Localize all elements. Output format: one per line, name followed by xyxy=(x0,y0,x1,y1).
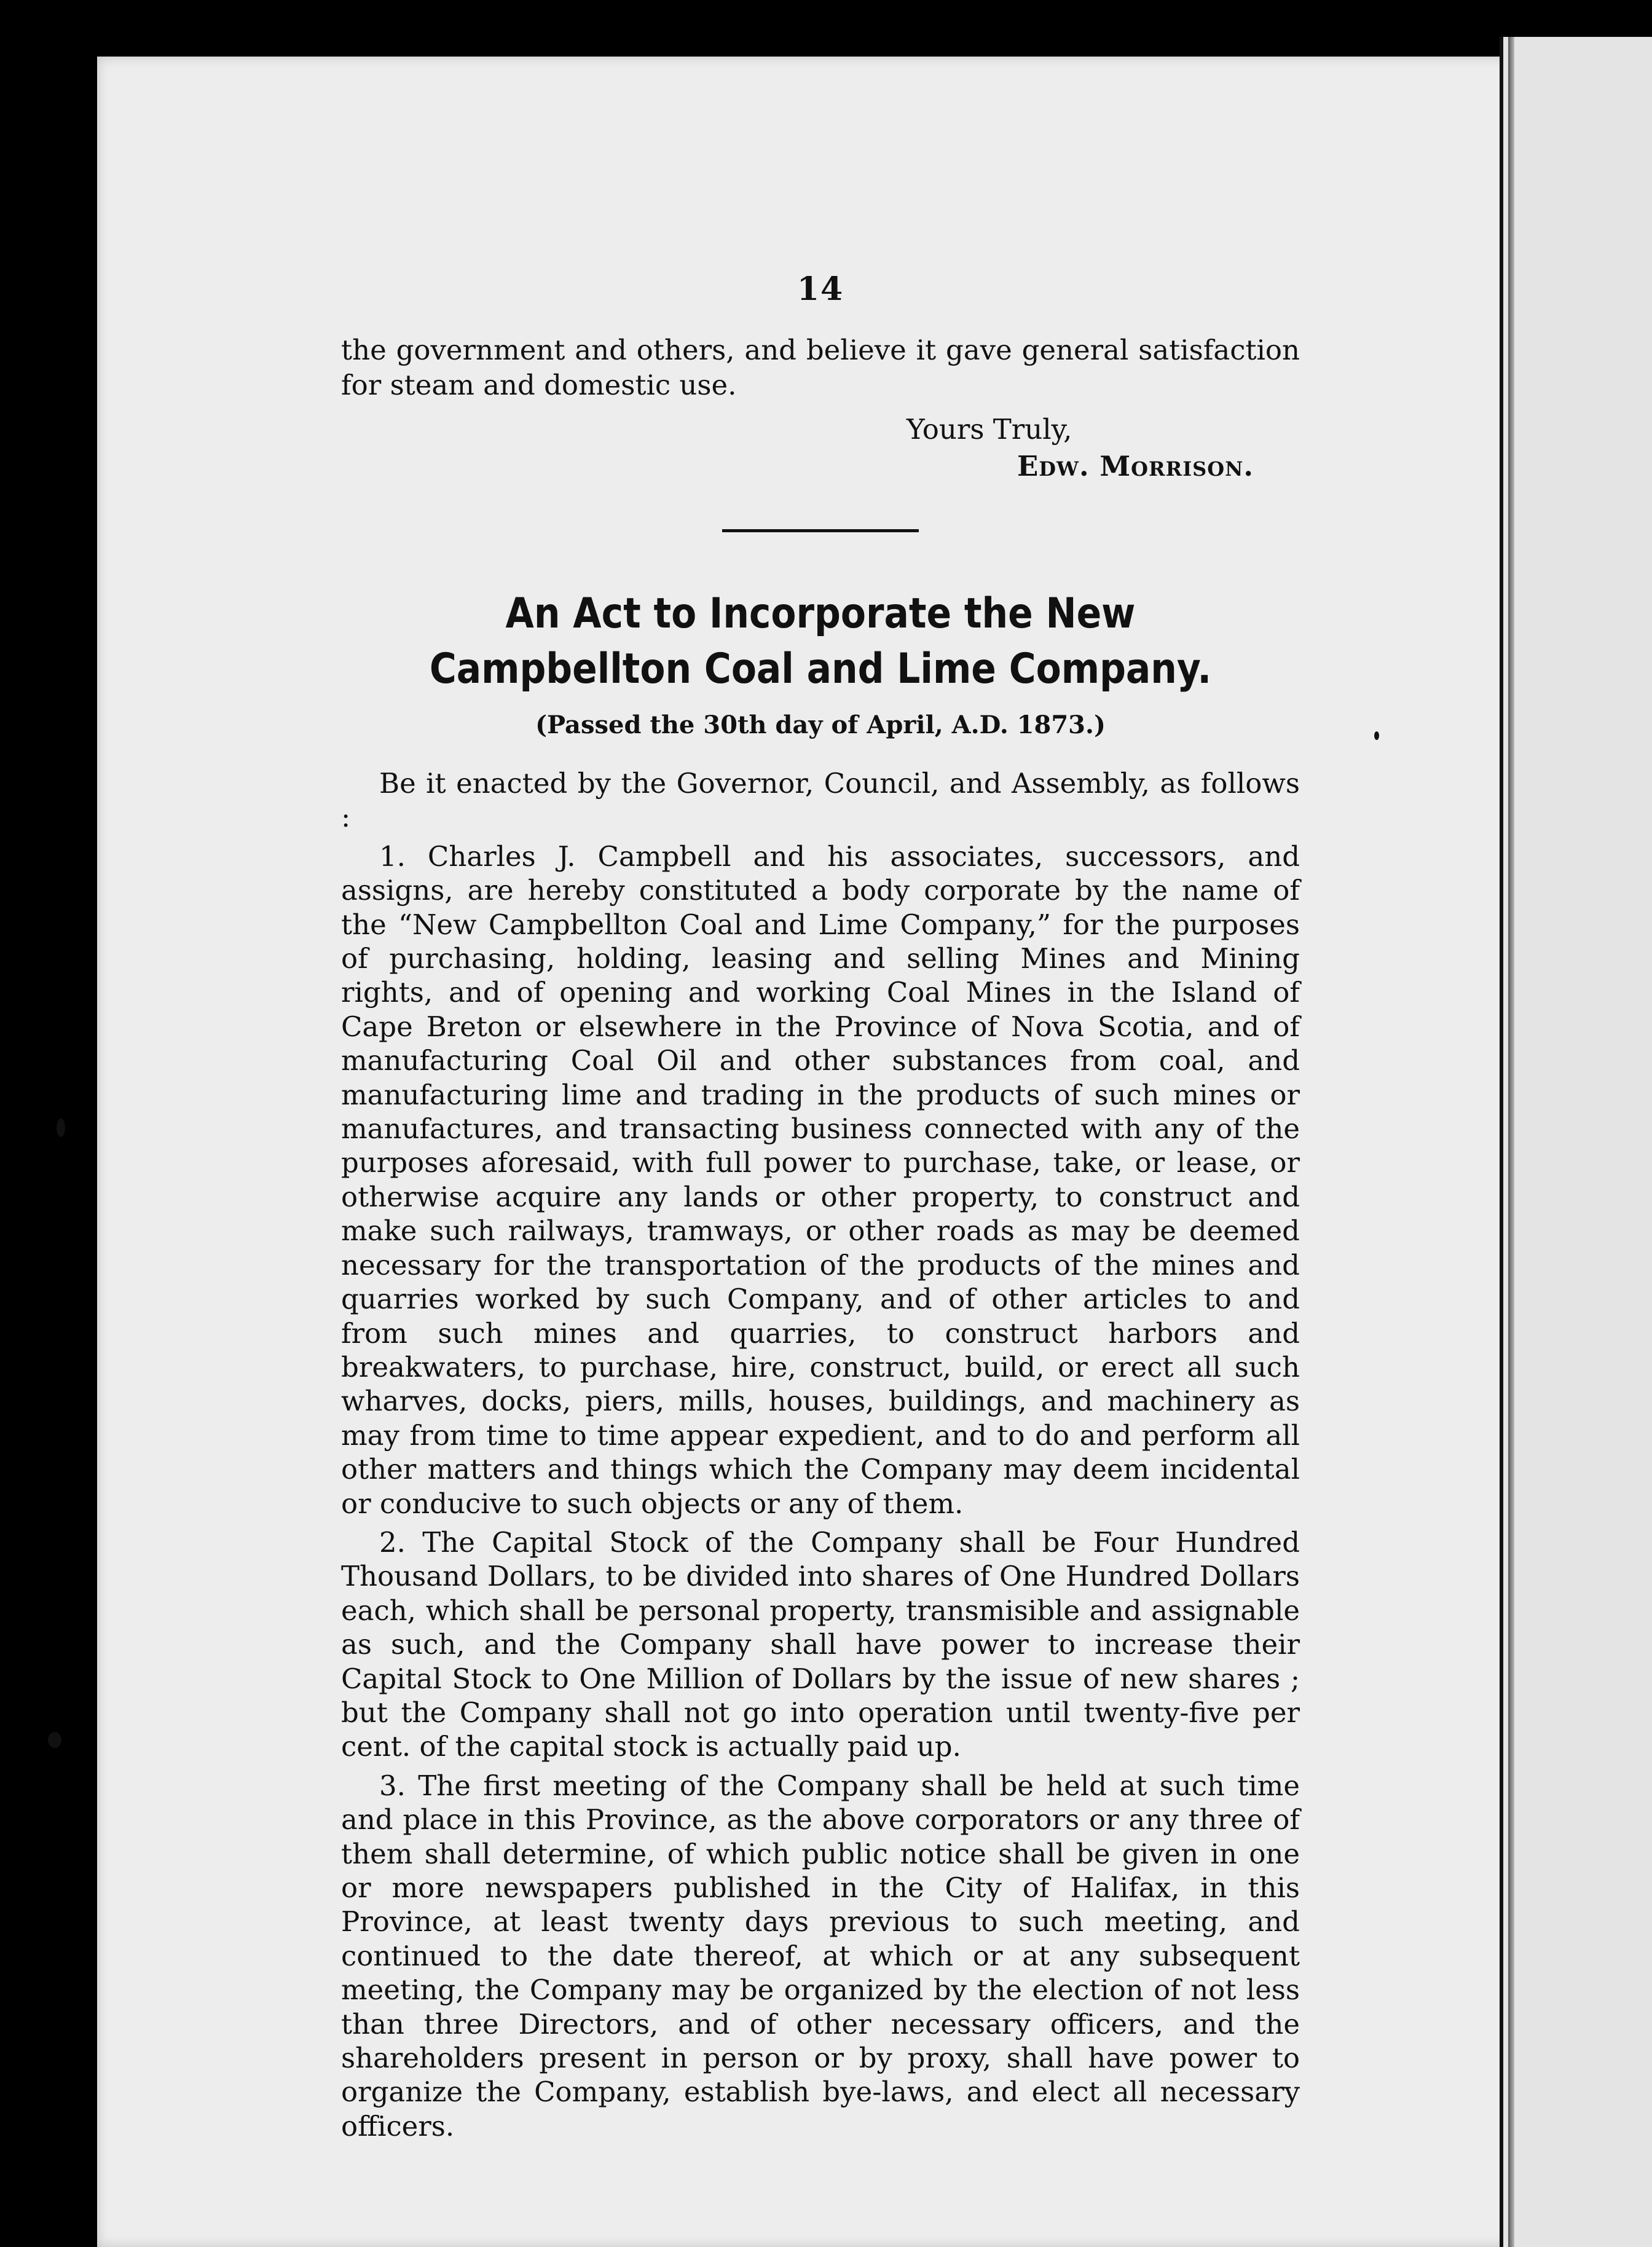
section-divider xyxy=(722,529,919,532)
letter-signoff xyxy=(907,411,1300,485)
act-passed-date: (Passed the 30th day of April, A.D. 1873.) xyxy=(535,710,1106,739)
scan-speck xyxy=(48,1732,61,1748)
scan-speck xyxy=(1374,731,1379,740)
scan-speck xyxy=(57,1119,65,1137)
signoff-name: Edw. Morrison. xyxy=(1017,450,1254,482)
page-number: 14 xyxy=(796,270,844,308)
act-title: An Act to Incorporate the New Campbellton Coal and Lime Company. xyxy=(429,589,1212,693)
act-section-2: 2. The Capital Stock of the Company shall be Four Hundred Thousand Dollars, to be divided into shares of One Hundred Dollars each, which shall be personal property, transmisible and assignable as such, and the Company shall have power to increase their Capital Stock to One Million of Dollars by the issue of new shares ; but the Company shall not go into operation until twenty-five per cent. of the capital stock is actually paid up. xyxy=(341,1525,1300,1763)
page-fold xyxy=(1508,37,1514,2247)
signoff-closing: Yours Truly, xyxy=(907,413,1072,446)
enacting-clause: Be it enacted by the Governor, Council, and Assembly, as follows : xyxy=(341,767,1300,834)
letter-closing-text: the government and others, and believe it gave general satisfaction for steam and domestic use. xyxy=(341,334,1300,401)
act-section-3: 3. The first meeting of the Company shall be held at such time and place in this Province, as the above corporators or any three of them shall determine, of which public notice shall be given in one or more newspapers published in the City of Halifax, in this Province, at least twenty days previous to such meeting, and continued to the date thereof, at which or at any subsequent meeting, the Company may be organized by the election of not less than three Directors, and of other necessary officers, and the shareholders present in person or by proxy, shall have power to organize the Company, establish bye-laws, and elect all necessary officers. xyxy=(341,1769,1300,2143)
document-content xyxy=(341,270,1300,2143)
facing-page-edge xyxy=(1500,37,1652,2247)
act-section-1: 1. Charles J. Campbell and his associates, successors, and assigns, are hereby constituted a body corporate by the name of the “New Campbellton Coal and Lime Company,” for the purposes of purchasing, holding, leasing and selling Mines and Mining rights, and of opening and working Coal Mines in the Island of Cape Breton or elsewhere in the Province of Nova Scotia, and of manufacturing Coal Oil and other substances from coal, and manufacturing lime and trading in the products of such mines or manufactures, and transacting business connected with any of the purposes aforesaid, with full power to purchase, take, or lease, or otherwise acquire any lands or other property, to construct and make such railways, tramways, or other roads as may be deemed necessary for the transportation of the products of the mines and quarries worked by such Company, and of other articles to and from such mines and quarries, to construct harbors and breakwaters, to purchase, hire, construct, build, or erect all such wharves, docks, piers, mills, houses, buildings, and machinery as may from time to time appear expedient, and to do and perform all other matters and things which the Company may deem incidental or conducive to such objects or any of them. xyxy=(341,840,1300,1520)
